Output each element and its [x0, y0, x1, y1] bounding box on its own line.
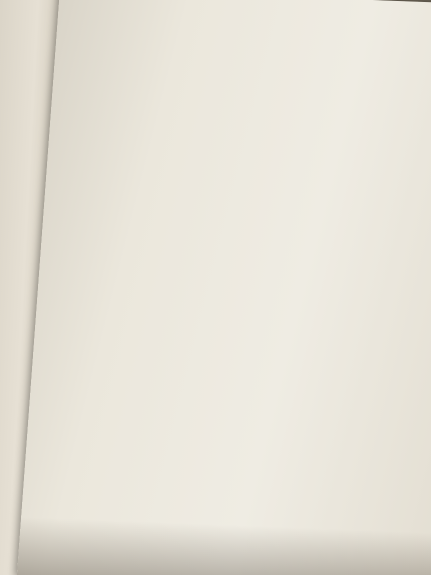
contents-text-section — [60, 0, 431, 4]
right-page — [17, 0, 431, 575]
page-shadow — [17, 517, 431, 575]
contents-text-top — [60, 0, 431, 4]
